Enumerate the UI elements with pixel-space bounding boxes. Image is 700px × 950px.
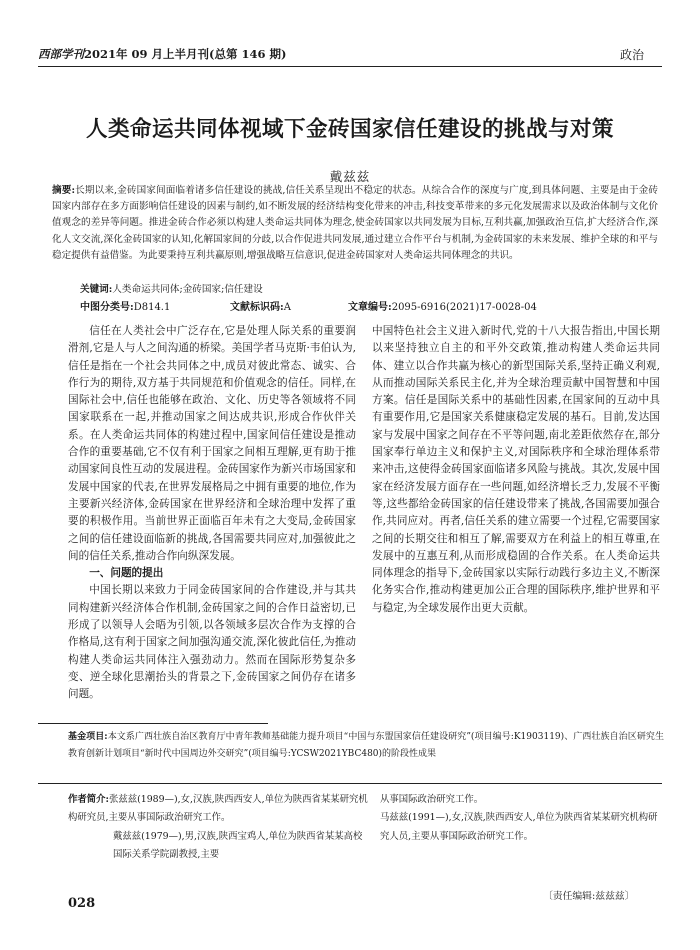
article-author: 戴兹兹 [329,169,371,184]
page-number: 028 [68,896,96,911]
body-paragraph: 信任在人类社会中广泛存在,它是处理人际关系的重要润滑剂,它是人与人之间沟通的桥梁。美国学者马克斯·韦伯认为,信任是指在一个社会共同体之中,成员对彼此常态、诚实、合作行为的期待,双方基于共同规范和价值观念的信任。同样,在国际社会中,信任也能够在政治、文化、历史等各领域将不同国家联系在一起,并推动国家之间达成共识,形成合作伙伴关系。在人类命运共同体的构建过程中,国家间信任建设是推动合作的重要基础,它不仅有利于国家之间相互理解,更有助于推动国家间良性互动的发展进程。金砖国家作为新兴市场国家和发展中国家的代表,在世界发展格局之中拥有重要的地位,作为主要新兴经济体,金砖国家在世界经济和全球治理中发挥了重要的积极作用。当前世界正面临百年未有之大变局,金砖国家之间的信任建设面临新的挑战,各国需要共同应对,加强彼此之间的信任关系,推动合作向纵深发展。 [68,325,356,562]
editor-credit: 〔责任编辑:兹兹兹〕 [543,891,635,902]
author-intro-1: 张兹兹(1989—),女,汉族,陕西西安人,单位为陕西省某某研究机构研究员,主要从事国际政治研究工作。 [68,794,368,824]
funding-label: 基金项目: [68,732,108,742]
keywords-text: 人类命运共同体;金砖国家;信任建设 [112,284,263,295]
funding-text: 本文系广西壮族自治区教育厅中青年教师基础能力提升项目“中国与东盟国家信任建设研究”(项目编号:K1903119)、广西壮族自治区研究生教育创新计划项目“新时代中国周边外交研究”(项目编号:YCSW2021YBC480)的阶段性成果 [68,732,664,759]
doc-code: 文献标识码:A [230,302,291,313]
footnote-rule [38,723,268,724]
section-heading: 一、问题的提出 [89,567,164,580]
author-intro-3: 从事国际政治研究工作。 [380,794,484,805]
article-title: 人类命运共同体视域下金砖国家信任建设的挑战与对策 [85,117,614,142]
keywords [80,281,263,295]
body-paragraph: 中国特色社会主义进入新时代,党的十八大报告指出,中国长期以来坚持独立自主的和平外交政策,推动构建人类命运共同体、建立以合作共赢为核心的新型国际关系,坚持正确义利观,从而推动国际关系民主化,并为全球治理贡献中国智慧和中国方案。信任是国际关系中的基础性因素,在国家间的互动中具有重要作用,它是国家关系健康稳定发展的基石。目前,发达国家与发展中国家之间存在不平等问题,南北差距依然存在,部分国家奉行单边主义和保护主义,对国际秩序和全球治理体系带来冲击,这使得金砖国家面临诸多风险与挑战。其次,发展中国家在经济发展方面存在一些问题,如经济增长乏力,发展不平衡等,这些都给金砖国家的信任建设带来了挑战,各国需要加强合作,共同应对。再者,信任关系的建立需要一个过程,它需要国家之间的长期交往和相互了解,需要双方在利益上的相互尊重,在发展中的互惠互利,从而形成稳固的合作关系。在人类命运共同体理念的指导下,金砖国家以实际行动践行多边主义,不断深化务实合作,推动构建更加公正合理的国际秩序,维护世界和平与稳定,为全球发展作出更大贡献。 [372,325,660,614]
abstract [52,183,658,264]
header-rule [38,66,662,67]
body-column-right [372,323,660,617]
author-intro-left [68,791,368,864]
journal-issue: 2021年 09 月上半月刊(总第 146 期) [84,47,287,61]
abstract-text: 长期以来,金砖国家间面临着诸多信任建设的挑战,信任关系呈现出不稳定的状态。从综合合作的深度与广度,到具体问题、主要是由于金砖国家内部存在多方面影响信任建设的因素与制约,如不断发展的经济结构变化带来的冲击,科技变革带来的多元化发展需求以及政治体制与文化价值观念的差异等问题。推进金砖合作必须以构建人类命运共同体为理念,使金砖国家以共同发展为目标,互利共赢,加强政治互信,扩大经济合作,深化人文交流,深化金砖国家的认知,化解国家间的分歧,以合作促进共同发展,通过建立合作平台与机制,为金砖国家的未来发展、维护全球的和平与稳定提供有益借鉴。为此要秉持互利共赢原则,增强战略互信意识,促进金砖国家对人类命运共同体理念的共识。 [52,185,658,261]
clc-code: 中图分类号:D814.1 [80,302,171,313]
author-intro-right [380,791,662,846]
author-info-rule [38,783,662,784]
author-intro-label: 作者简介: [68,794,109,805]
running-header [38,46,286,62]
section-label: 政治 [620,48,645,62]
journal-name: 西部学刊 [38,47,84,61]
body-paragraph: 中国长期以来致力于同金砖国家间的合作建设,并与其共同构建新兴经济体合作机制,金砖国家之间的合作日益密切,已形成了以领导人会晤为引领,以各领域多层次合作为支撑的合作格局,这有利于国家之间加强沟通交流,深化彼此信任,为推动构建人类命运共同体注入强劲动力。然而在国际形势复杂多变、逆全球化思潮抬头的背景之下,金砖国家之间仍存在诸多问题。 [68,584,356,701]
author-intro-2: 戴兹兹(1979—),男,汉族,陕西宝鸡人,单位为陕西省某某高校国际关系学院副教授,主要 [113,830,363,860]
body-column-left [68,323,356,704]
abstract-label: 摘要: [52,185,75,196]
author-intro-4: 马兹兹(1991—),女,汉族,陕西西安人,单位为陕西省某某研究机构研究人员,主要从事国际政治研究工作。 [380,812,658,842]
funding-note [68,729,664,762]
article-number: 文章编号:2095-6916(2021)17-0028-04 [348,302,537,313]
keywords-label: 关键词: [80,284,113,295]
